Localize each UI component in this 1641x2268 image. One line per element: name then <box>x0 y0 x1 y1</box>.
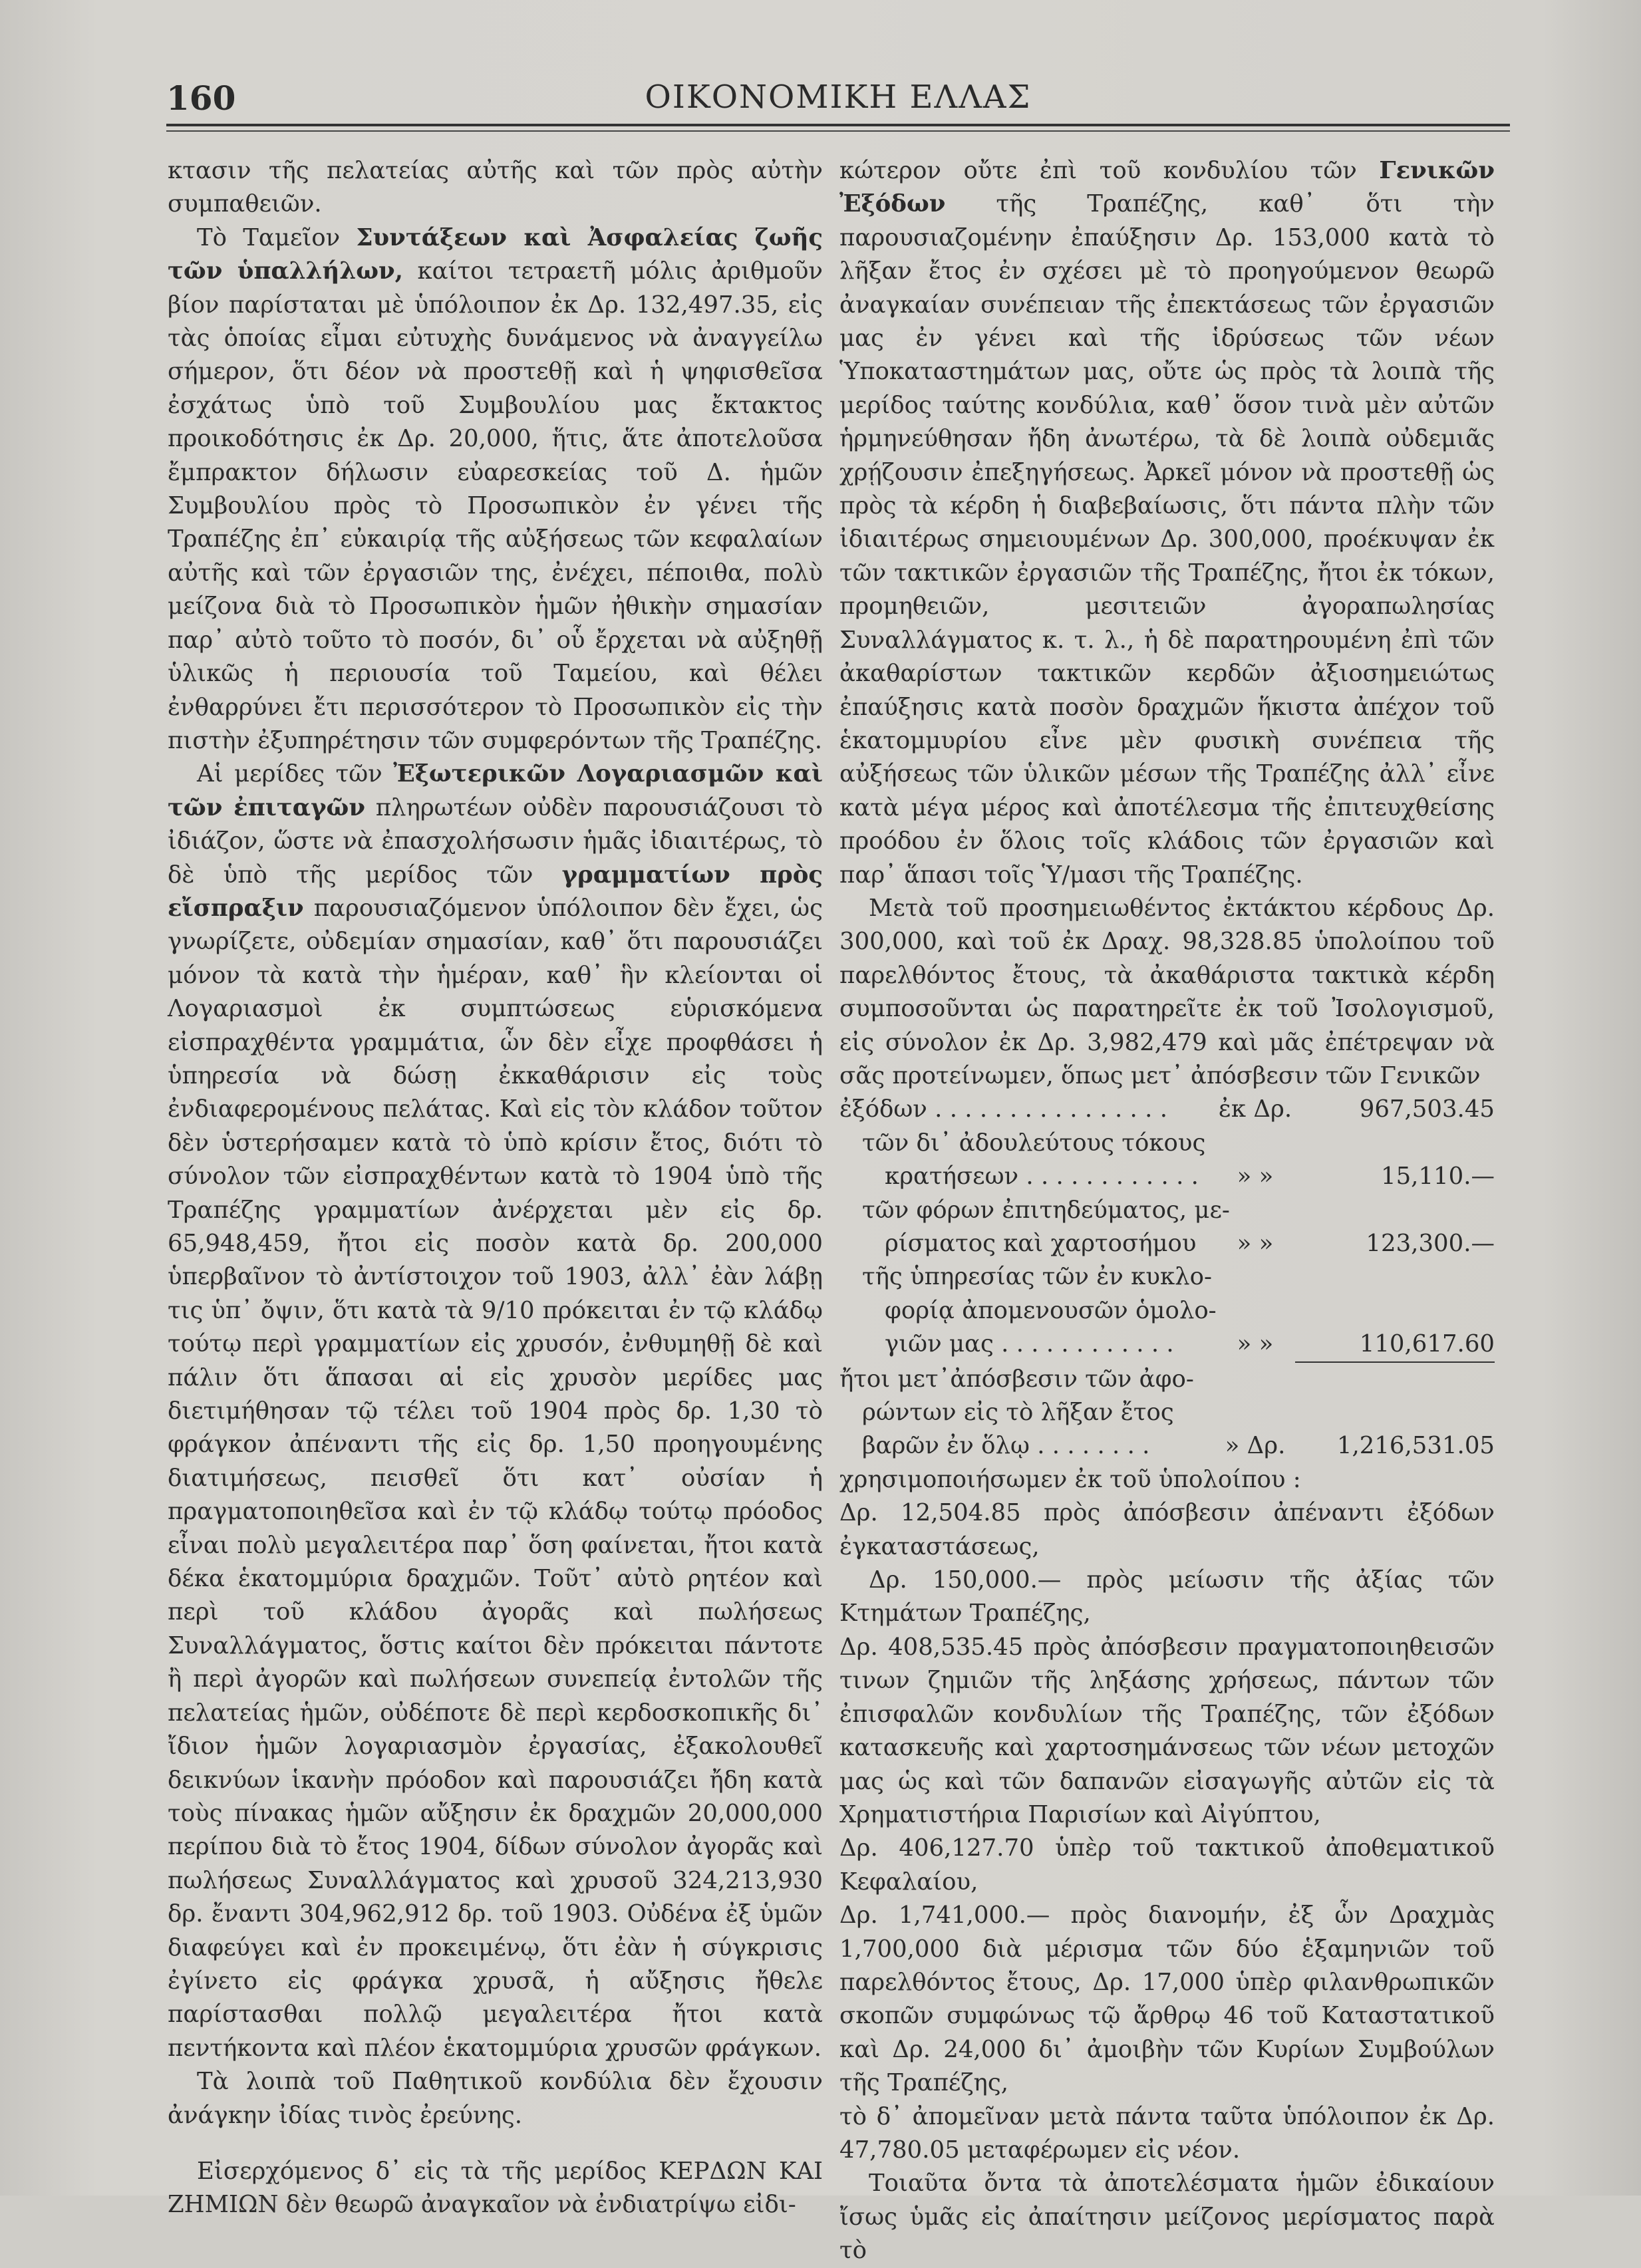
bold-heading-run: γραμματίων πρὸς εἴσπραξιν <box>168 861 823 922</box>
ledger-amount: 123,300.— <box>1366 1230 1495 1257</box>
paragraph <box>839 154 1495 892</box>
text-run: Τὸ Ταμεῖον <box>197 223 357 251</box>
text-run: τῆς Τραπέζης, καθ᾽ ὅτι τὴν παρουσιαζομένην ἐπαύξησιν Δρ. 153,000 κατὰ τὸ λῆξαν ἔτος ἐν σχέσει μὲ τὸ προηγούμενον θεωρῶ ἀναγκαίαν συνέπειαν τῆς ἐπεκτάσεως τῶν ἐργασιῶν μας ἐν γένει καὶ τῆς ἱδρύσεως τῶν νέων Ὑποκαταστημάτων μας, οὔτε ὡς πρὸς τὰ λοιπὰ τῆς μερίδος ταύτης κονδύλια, καθ᾽ ὅσον τινὰ μὲν αὐτῶν ἡρμηνεύθησαν ἤδη ἀνωτέρω, τὰ δὲ λοιπὰ οὐδεμιᾶς χρῄζουσιν ἐπεξηγήσεως. Ἀρκεῖ μόνον νὰ προστεθῇ ὡς πρὸς τὰ κέρδη ἡ διαβεβαίωσις, ὅτι πάντα πλὴν τῶν ἰδιαιτέρως σημειουμένων Δρ. 300,000, προέκυψαν ἐκ τῶν τακτικῶν ἐργασιῶν τῆς Τραπέζης, ἤτοι ἐκ τόκων, προμηθειῶν, μεσιτειῶν ἀγοραπωλησίας Συναλλάγματος κ. τ. λ., ἡ δὲ παρατηρουμένη ἐπὶ τῶν ἀκαθαρίστων τακτικῶν κερδῶν ἀξιοσημειώτως ἐπαύξησις κατὰ ποσὸν δραχμῶν ἥκιστα ἀπέχον τοῦ ἑκατομμυρίου εἶνε μὲν φυσικὴ συνέπεια τῆς αὐξήσεως τῶν ὑλικῶν μέσων τῆς Τραπέζης ἀλλ᾽ εἶνε κατὰ μέγα μέρος καὶ ἀποτέλεσμα τῆς ἐπιτευχθείσης προόδου ἐν ὅλοις τοῖς κλάδοις τῶν ἐργασιῶν καὶ παρ᾽ ἅπασι τοῖς Ὑ/μασι τῆς Τραπέζης. <box>839 190 1495 889</box>
text-run: παρουσιαζόμενον ὑπόλοιπον δὲν ἔχει, ὡς γνωρίζετε, οὐδεμίαν σημασίαν, καθ᾽ ὅτι παρουσιάζει μόνον τὰ κατὰ τὴν ἡμέραν, καθ᾽ ἣν κλείονται οἱ Λογαριασμοὶ ἐκ συμπτώσεως εὑρισκόμενα εἰσπραχθέντα γραμμάτια, ὧν δὲν εἶχε προφθάσει ἡ ὑπηρεσία νὰ δώσῃ ἐκκαθάρισιν εἰς τοὺς ἐνδιαφερομένους πελάτας. Καὶ εἰς τὸν κλάδον τοῦτον δὲν ὑστερήσαμεν κατὰ τὸ ὑπὸ κρίσιν ἔτος, διότι τὸ σύνολον τῶν εἰσπραχθέντων κατὰ τὸ 1904 ὑπὸ τῆς Τραπέζης γραμματίων ἀνέρχεται μὲν εἰς δρ. 65,948,459, ἤτοι εἰς ποσὸν κατὰ δρ. 200,000 ὑπερβαῖνον τὸ ἀντίστοιχον τοῦ 1903, ἀλλ᾽ ἐὰν λάβῃ τις ὑπ᾽ ὄψιν, ὅτι κατὰ τὰ 9/10 πρόκειται ἐν τῷ κλάδῳ τούτῳ περὶ γραμματίων εἰς χρυσόν, ἐνθυμηθῇ δὲ καὶ πάλιν ὅτι ἅπασαι αἱ εἰς χρυσὸν μερίδες μας διετιμήθησαν τῷ τέλει τοῦ 1904 πρὸς δρ. 1,30 τὸ φράγκον ἀπέναντι τῆς εἰς δρ. 1,50 προηγουμένης διατιμήσεως, πεισθεῖ ὅτι κατ᾽ οὐσίαν ἡ πραγματοποιηθεῖσα καὶ ἐν τῷ κλάδῳ τούτῳ πρόοδος εἶναι πολὺ μεγαλειτέρα παρ᾽ ὅση φαίνεται, ἤτοι κατὰ δέκα ἑκατομμύρια δραχμῶν. Τοῦτ᾽ αὐτὸ ρητέον καὶ περὶ τοῦ κλάδου ἀγορᾶς καὶ πωλήσεως Συναλλάγματος, ὅστις καίτοι δὲν πρόκειται πάντοτε ἢ περὶ ἀγορῶν καὶ πωλήσεων συνεπείᾳ ἐντολῶν τῆς πελατείας ἡμῶν, οὐδέποτε δὲ περὶ κερδοσκοπικῆς δι᾽ ἴδιον ἡμῶν λογαριασμὸν ἐργασίας, ἐξακολουθεῖ δεικνύων ἱκανὴν πρόοδον καὶ παρουσιάζει ἤδη κατὰ τοὺς πίνακας ἡμῶν αὔξησιν ἐκ δραχμῶν 20,000,000 περίπου διὰ τὸ ἔτος 1904, δίδων σύνολον ἀγορᾶς καὶ πωλήσεως Συναλλάγματος καὶ χρυσοῦ 324,213,930 δρ. ἔναντι 304,962,912 δρ. τοῦ 1903. Οὐδένα ἐξ ὑμῶν διαφεύγει καὶ ἐν προκειμένῳ, ὅτι ἐὰν ἡ σύγκρισις ἐγίνετο εἰς φράγκα χρυσᾶ, ἡ αὔξησις ἤθελε παρίστασθαι πολλῷ μεγαλειτέρα ἤτοι κατὰ πεντήκοντα καὶ πλέον ἑκατομμύρια χρυσῶν φράγκων. <box>168 894 823 2062</box>
paragraph: Δρ. 1,741,000.— πρὸς διανομήν, ἐξ ὧν Δραχμὰς 1,700,000 διὰ μέρισμα τῶν δύο ἑξαμηνιῶν τοῦ παρελθόντος ἔτους, Δρ. 17,000 ὑπὲρ φιλανθρωπικῶν σκοπῶν συμφώνως τῷ ἄρθρῳ 46 τοῦ Καταστατικοῦ καὶ Δρ. 24,000 δι᾽ ἀμοιβὴν τῶν Κυρίων Συμβούλων τῆς Τραπέζης, <box>839 1902 1495 2097</box>
header-rule-thick <box>166 124 1510 126</box>
ledger-currency: » » <box>1237 1330 1274 1358</box>
paragraph <box>168 221 823 758</box>
text-run: πληρωτέων οὐδὲν παρουσιάζουσι τὸ ἰδιάζον, ὥστε νὰ ἐπασχολήσωσιν ἡμᾶς ἰδιαιτέρως, τὸ δὲ ὑπὸ τῆς μερίδος τῶν <box>168 793 823 889</box>
ledger-row <box>839 1227 1495 1260</box>
ledger-label: ἐξόδων . . . . . . . . . . . . . . . . <box>839 1095 1167 1123</box>
text-run: Εἰσερχόμενος δ᾽ εἰς τὰ τῆς μερίδος <box>197 2157 659 2185</box>
ledger-label: ἤτοι μετ᾽ἀπόσβεσιν τῶν ἀφο- <box>839 1365 1194 1393</box>
header-rule-thin <box>166 130 1510 132</box>
caps-heading-run: ΚΕΡΔΩΝ ΚΑΙ ΖΗΜΙΩΝ <box>168 2157 823 2219</box>
ledger <box>839 1093 1495 1463</box>
paragraph: Δρ. 12,504.85 πρὸς ἀπόσβεσιν ἀπέναντι ἐξόδων ἐγκαταστάσεως, <box>839 1499 1495 1560</box>
paragraph <box>168 758 823 2065</box>
ledger-row <box>839 1194 1495 1227</box>
paragraph: Δρ. 406,127.70 ὑπὲρ τοῦ τακτικοῦ ἀποθεματικοῦ Κεφαλαίου, <box>839 1834 1495 1896</box>
ledger-currency: » » <box>1237 1163 1274 1191</box>
text-run: κώτερον οὔτε ἐπὶ τοῦ κονδυλίου τῶν <box>839 157 1380 184</box>
ledger-row <box>839 1294 1495 1328</box>
ledger-amount: 15,110.— <box>1381 1163 1495 1191</box>
ledger-label: βαρῶν ἐν ὅλῳ . . . . . . . . <box>862 1432 1150 1460</box>
paragraph <box>168 2155 823 2222</box>
paragraph: Μετὰ τοῦ προσημειωθέντος ἐκτάκτου κέρδους Δρ. 300,000, καὶ τοῦ ἐκ Δραχ. 98,328.85 ὑπολοίπου τοῦ παρελθόντος ἔτους, τὰ ἀκαθάριστα τακτικὰ κέρδη συμποσοῦνται ὡς παρατηρεῖτε ἐκ τοῦ Ἰσολογισμοῦ, εἰς σύνολον ἐκ Δρ. 3,982,479 καὶ μᾶς ἐπέτρεψαν νὰ σᾶς προτείνωμεν, ὅπως μετ᾽ ἀπόσβεσιν τῶν Γενικῶν <box>839 894 1495 1089</box>
ledger-label: τῶν δι᾽ ἀδουλεύτους τόκους <box>862 1129 1206 1157</box>
paragraph: τὸ δ᾽ ἀπομεῖναν μετὰ πάντα ταῦτα ὑπόλοιπον ἐκ Δρ. 47,780.05 μεταφέρωμεν εἰς νέον. <box>839 2102 1495 2164</box>
paragraph: Δρ. 408,535.45 πρὸς ἀπόσβεσιν πραγματοποιηθεισῶν τινων ζημιῶν τῆς ληξάσης χρήσεως, πάντων τῶν ἐπισφαλῶν κονδυλίων τῆς Τραπέζης, τῶν ἐξόδων κατασκευῆς καὶ χαρτοσημάνσεως τῶν νέων μετοχῶν μας ὡς καὶ τῶν δαπανῶν εἰσαγωγῆς αὐτῶν εἰς τὰ Χρηματιστήρια Παρισίων καὶ Αἰγύπτου, <box>839 1633 1495 1828</box>
ledger-row <box>839 1160 1495 1193</box>
ledger-label: φορίᾳ ἀπομενουσῶν ὁμολο- <box>885 1296 1217 1324</box>
ledger-amount: 1,216,531.05 <box>1336 1432 1495 1460</box>
ledger-row <box>839 1328 1495 1362</box>
ledger-label: τῆς ὑπηρεσίας τῶν ἐν κυκλο- <box>862 1263 1212 1291</box>
page-number: 160 <box>166 78 236 118</box>
ledger-label: γιῶν μας . . . . . . . . . . . . <box>885 1330 1174 1358</box>
bold-heading-run: Ἐξωτερικῶν Λογαριασμῶν καὶ τῶν ἐπιταγῶν <box>168 760 823 821</box>
paragraph: Δρ. 150,000.— πρὸς μείωσιν τῆς ἀξίας τῶν Κτημάτων Τραπέζης, <box>839 1566 1495 1628</box>
ledger-label: κρατήσεων . . . . . . . . . . . . <box>885 1163 1199 1191</box>
text-run: καίτοι τετραετῆ μόλις ἀριθμοῦν βίον παρίσταται μὲ ὑπόλοιπον ἐκ Δρ. 132,497.35, εἰς τὰς ὁποίας εἶμαι εὐτυχὴς δυνάμενος νὰ ἀναγγείλω σήμερον, ὅτι δέον νὰ προστεθῇ καὶ ἡ ψηφισθεῖσα ἐσχάτως ὑπὸ τοῦ Συμβουλίου μας ἔκτακτος προικοδότησις ἐκ Δρ. 20,000, ἥτις, ἅτε ἀποτελοῦσα ἔμπρακτον δήλωσιν εὐαρεσκείας τοῦ Δ. ἡμῶν Συμβουλίου πρὸς τὸ Προσωπικὸν ἐν γένει τῆς Τραπέζης ἐπ᾽ εὐκαιρίᾳ τῆς αὐξήσεως τῶν κεφαλαίων αὐτῆς καὶ τῶν ἐργασιῶν της, ἐνέχει, πέποιθα, πολὺ μείζονα διὰ τὸ Προσωπικὸν ἡμῶν ἠθικὴν σημασίαν παρ᾽ αὐτὸ τοῦτο τὸ ποσόν, δι᾽ οὗ ἔρχεται νὰ αὐξηθῇ ὑλικῶς ἡ περιουσία τοῦ Ταμείου, καὶ θέλει ἐνθαρρύνει ἔτι περισσότερον τὸ Προσωπικὸν εἰς τὴν πιστὴν ἐξυπηρέτησιν τῶν συμφερόντων τῆς Τραπέζης. <box>168 257 823 754</box>
text-run: Αἱ μερίδες τῶν <box>197 760 394 788</box>
paragraph: κτασιν τῆς πελατείας αὐτῆς καὶ τῶν πρὸς αὐτὴν συμπαθειῶν. <box>168 157 823 218</box>
ledger-row <box>839 1127 1495 1160</box>
paragraph: Τοιαῦτα ὄντα τὰ ἀποτελέσματα ἡμῶν ἐδικαίουν ἴσως ὑμᾶς εἰς ἀπαίτησιν μείζονος μερίσματος παρὰ τὸ <box>839 2170 1495 2265</box>
ledger-row <box>839 1396 1495 1429</box>
ledger-label: τῶν φόρων ἐπιτηδεύματος, με- <box>862 1196 1230 1224</box>
right-column <box>839 154 1495 2268</box>
running-title: ΟΙΚΟΝΟΜΙΚΗ ΕΛΛΑΣ <box>645 78 1032 116</box>
ledger-label: ρίσματος καὶ χαρτοσήμου <box>885 1230 1197 1257</box>
ledger-currency: » » <box>1237 1230 1274 1257</box>
ledger-currency: ἐκ Δρ. <box>1218 1095 1292 1123</box>
paragraph: χρησιμοποιήσωμεν ἐκ τοῦ ὑπολοίπου : <box>839 1465 1301 1493</box>
text-run: δὲν θεωρῶ ἀναγκαῖον νὰ ἐνδιατρίψω εἰδι- <box>278 2191 796 2219</box>
ledger-row <box>839 1260 1495 1294</box>
left-column <box>168 154 823 2222</box>
bold-heading-run: Συντάξεων καὶ Ἀσφαλείας ζωῆς τῶν ὑπαλλήλων, <box>168 223 823 285</box>
ledger-amount: 110,617.60 <box>1295 1328 1495 1362</box>
ledger-label: ρώντων εἰς τὸ λῆξαν ἔτος <box>862 1399 1174 1427</box>
ledger-row <box>839 1429 1495 1463</box>
ledger-row <box>839 1363 1495 1396</box>
ledger-row <box>839 1093 1495 1126</box>
paragraph: Τὰ λοιπὰ τοῦ Παθητικοῦ κονδύλια δὲν ἔχουσιν ἀνάγκην ἰδίας τινὸς ἐρεύνης. <box>168 2068 823 2129</box>
ledger-amount: 967,503.45 <box>1359 1095 1495 1123</box>
ledger-currency: » Δρ. <box>1225 1432 1286 1460</box>
bold-heading-run: Γενικῶν Ἐξόδων <box>839 157 1495 218</box>
